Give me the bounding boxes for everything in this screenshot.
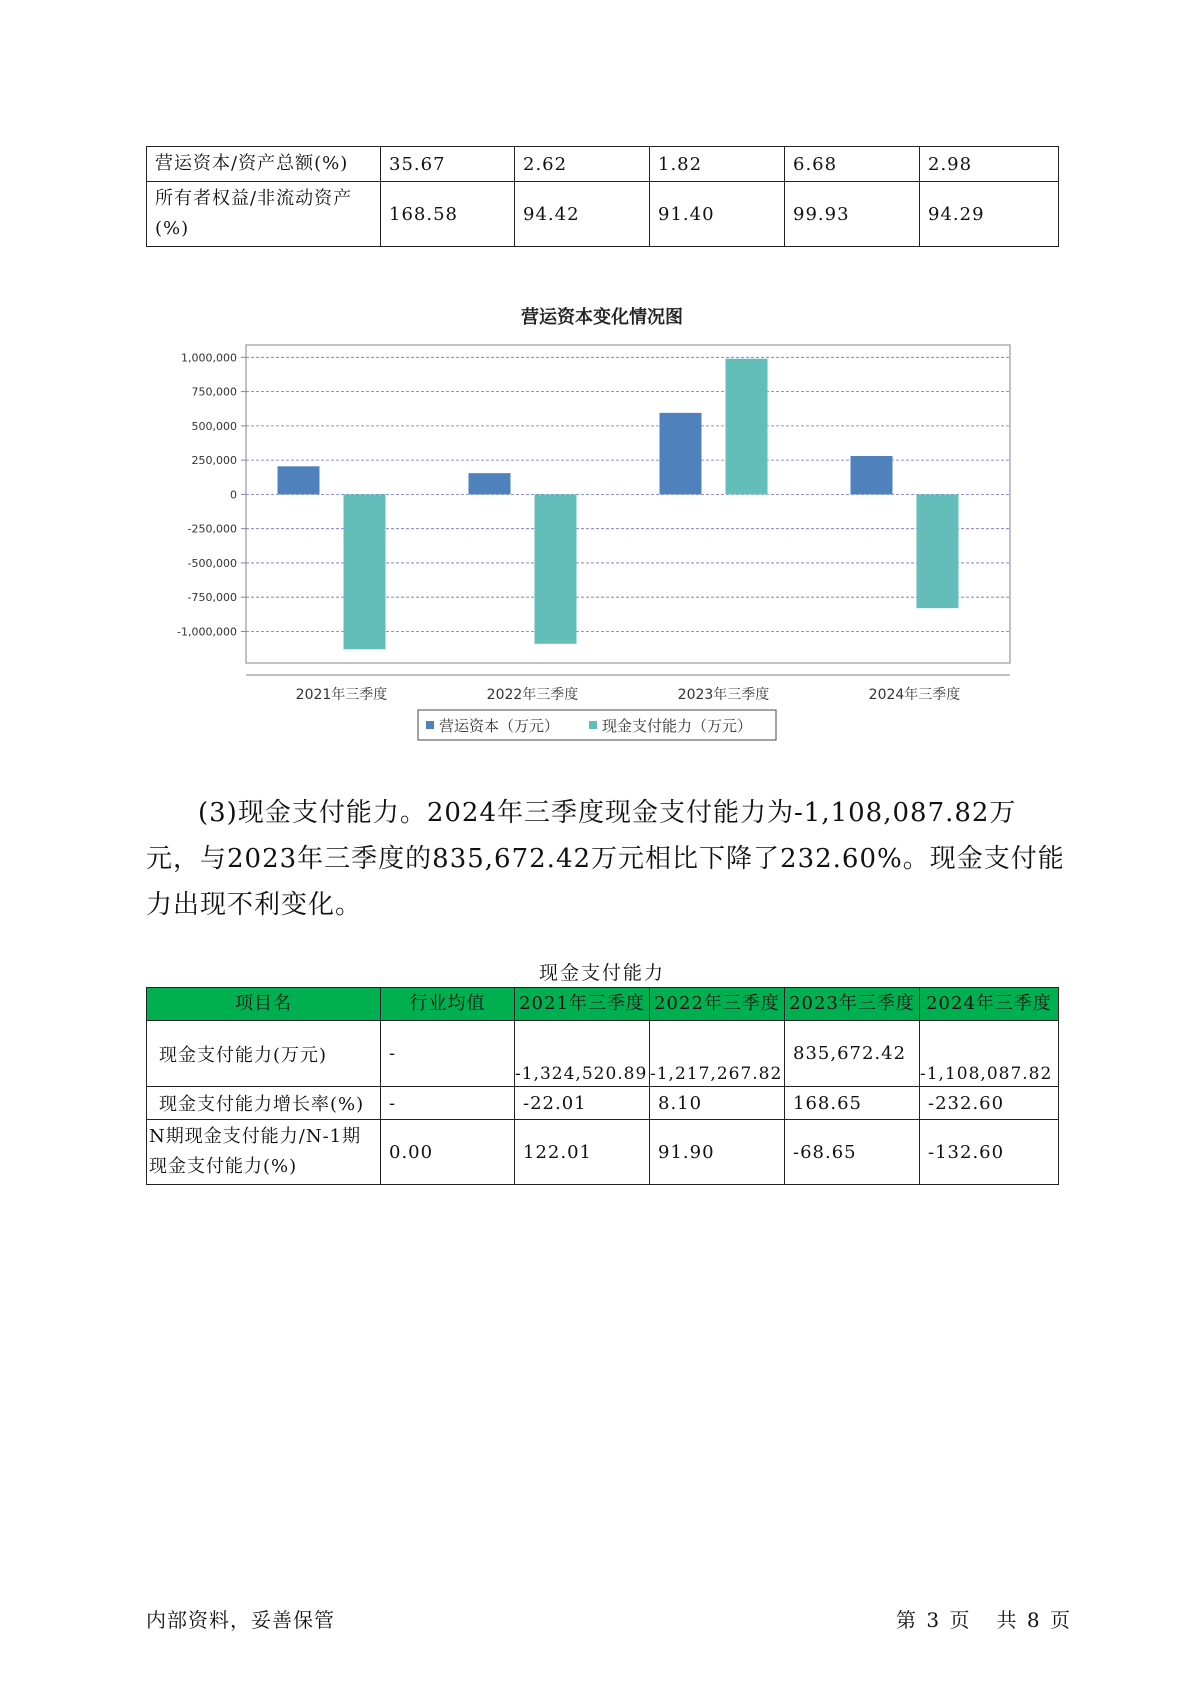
cell: 122.01: [515, 1120, 650, 1185]
bar: [851, 456, 893, 494]
cell: -68.65: [785, 1120, 920, 1185]
table-row: [147, 182, 1059, 247]
bar: [917, 494, 959, 608]
row-label: 所有者权益/非流动资产(%): [147, 182, 381, 247]
y-tick-label: -500,000: [187, 556, 237, 570]
y-tick-label: 750,000: [191, 385, 237, 399]
paragraph-text: (3)现金支付能力。2024年三季度现金支付能力为-1,108,087.82万元，与2023年三季度的835,672.42万元相比下降了232.60%。现金支付能力出现不利变化。: [146, 798, 1065, 920]
cell: -22.01: [515, 1087, 650, 1120]
cell: 835,672.42: [785, 1021, 920, 1087]
ratio-table: [146, 146, 1059, 247]
bar: [535, 494, 577, 643]
cell: 35.67: [381, 147, 515, 182]
cell: 1.82: [650, 147, 785, 182]
cell: -232.60: [920, 1087, 1059, 1120]
row-label: 现金支付能力(万元): [147, 1021, 381, 1087]
cell: 2.98: [920, 147, 1059, 182]
x-tick-label: 2022年三季度: [486, 687, 579, 703]
y-tick-label: 500,000: [191, 419, 237, 433]
cell: 94.29: [920, 182, 1059, 247]
cell: 6.68: [785, 147, 920, 182]
y-tick-label: 0: [230, 488, 237, 502]
legend-swatch: [589, 721, 597, 729]
table-row: [147, 147, 1059, 182]
cell: -1,108,087.82: [920, 1021, 1059, 1087]
footer-confidential-note: 内部资料，妥善保管: [146, 1608, 335, 1632]
x-tick-label: 2021年三季度: [295, 687, 388, 703]
cell: -132.60: [920, 1120, 1059, 1185]
cell: 2.62: [515, 147, 650, 182]
bar: [278, 466, 320, 494]
column-header: 2021年三季度: [515, 988, 650, 1021]
cell: 0.00: [381, 1120, 515, 1185]
table-row: [147, 1120, 1059, 1185]
bar: [660, 413, 702, 495]
column-header: 2022年三季度: [650, 988, 785, 1021]
table-caption: 现金支付能力: [538, 962, 665, 984]
column-header: 项目名: [147, 988, 381, 1021]
table-header-row: [147, 988, 1059, 1021]
x-tick-label: 2023年三季度: [677, 687, 770, 703]
column-header: 2023年三季度: [785, 988, 920, 1021]
y-tick-label: -1,000,000: [177, 625, 237, 639]
table-row: [147, 1087, 1059, 1120]
cell: -1,324,520.89: [515, 1021, 650, 1087]
legend-label: 营运资本（万元）: [439, 717, 560, 735]
cell: 91.90: [650, 1120, 785, 1185]
footer-page-number: 第 3 页 共 8 页: [896, 1608, 1072, 1632]
bar: [726, 359, 768, 495]
cell: -: [381, 1087, 515, 1120]
y-tick-label: -250,000: [187, 522, 237, 536]
cell: 99.93: [785, 182, 920, 247]
x-tick-label: 2024年三季度: [868, 687, 961, 703]
cell: -: [381, 1021, 515, 1087]
cell: 8.10: [650, 1087, 785, 1120]
row-label: 营运资本/资产总额(%): [147, 147, 381, 182]
y-tick-label: 1,000,000: [181, 351, 237, 365]
cash-table: [146, 987, 1059, 1185]
cell: 94.42: [515, 182, 650, 247]
bar-chart: [146, 335, 1058, 745]
cell: 91.40: [650, 182, 785, 247]
body-paragraph: [146, 790, 1066, 928]
cell: 168.58: [381, 182, 515, 247]
column-header: 2024年三季度: [920, 988, 1059, 1021]
y-tick-label: 250,000: [191, 454, 237, 468]
legend-label: 现金支付能力（万元）: [602, 717, 753, 735]
chart-title: 营运资本变化情况图: [521, 307, 683, 328]
bar: [344, 494, 386, 649]
table-row: [147, 1021, 1059, 1087]
cell: 168.65: [785, 1087, 920, 1120]
row-label: N期现金支付能力/N-1期现金支付能力(%): [147, 1120, 381, 1185]
legend-swatch: [426, 721, 434, 729]
cell: -1,217,267.82: [650, 1021, 785, 1087]
column-header: 行业均值: [381, 988, 515, 1021]
y-tick-label: -750,000: [187, 591, 237, 605]
bar: [469, 473, 511, 494]
row-label: 现金支付能力增长率(%): [147, 1087, 381, 1120]
